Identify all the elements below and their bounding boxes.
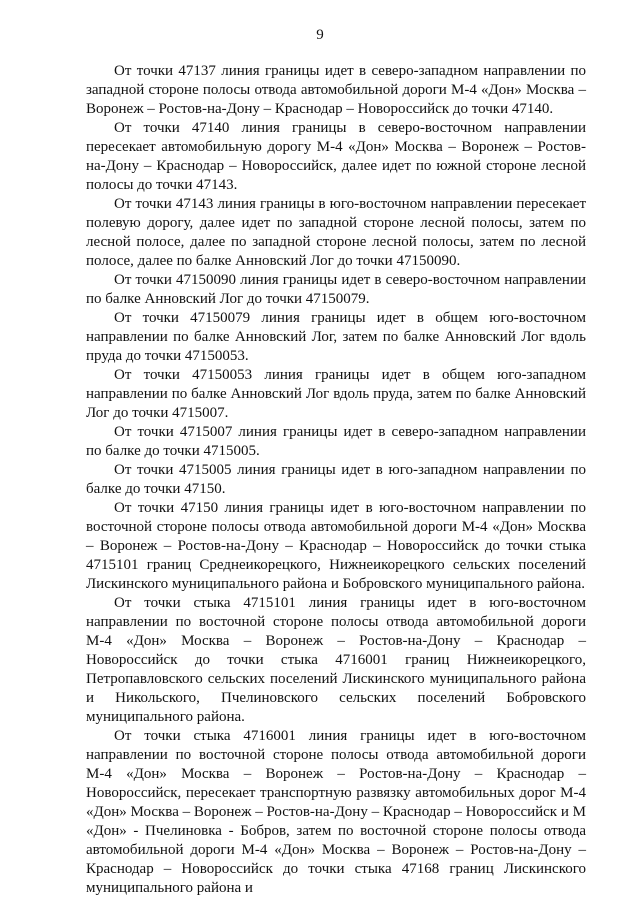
paragraph: От точки 47137 линия границы идет в северо-западном направлении по западной стороне полосы отвода автомобильной дороги М-4 «Дон» Москва – Воронеж – Ростов-на-Дону – Краснодар – Новороссийск до точки 47140. bbox=[86, 63, 586, 117]
paragraph: От точки стыка 4715101 линия границы идет в юго-восточном направлении по восточной стороне полосы отвода автомобильной дороги М-4 «Дон» Москва – Воронеж – Ростов-на-Дону – Краснодар – Новороссийск до точки стыка 4716001 границ Нижнеикорецкого, Петропавловского сельских поселений Лискинского муниципального района и Никольского, Пчелиновского сельских поселений Бобровского муниципального района. bbox=[86, 595, 586, 725]
paragraph: От точки 4715005 линия границы идет в юго-западном направлении по балке до точки 47150. bbox=[86, 462, 586, 497]
paragraph: От точки 47150053 линия границы идет в общем юго-западном направлении по балке Анновский Лог вдоль пруда, затем по балке Анновский Лог до точки 4715007. bbox=[86, 367, 586, 421]
paragraph: От точки 47143 линия границы в юго-восточном направлении пересекает полевую дорогу, далее идет по западной стороне лесной полосы, затем по лесной полосе, далее по западной стороне лесной полосы, затем по лесной полосе, далее по балке Анновский Лог до точки 47150090. bbox=[86, 196, 586, 269]
paragraph: От точки 47140 линия границы в северо-восточном направлении пересекает автомобильную дорогу М-4 «Дон» Москва – Воронеж – Ростов-на-Дону – Краснодар – Новороссийск, далее идет по южной стороне лесной полосы до точки 47143. bbox=[86, 120, 586, 193]
paragraph: От точки 47150090 линия границы идет в северо-восточном направлении по балке Анновский Лог до точки 47150079. bbox=[86, 272, 586, 307]
paragraph: От точки 47150079 линия границы идет в общем юго-восточном направлении по балке Анновский Лог, затем по балке Анновский Лог вдоль пруда до точки 47150053. bbox=[86, 310, 586, 364]
paragraph: От точки 4715007 линия границы идет в северо-западном направлении по балке до точки 4715005. bbox=[86, 424, 586, 459]
paragraph: От точки стыка 4716001 линия границы идет в юго-восточном направлении по восточной стороне полосы отвода автомобильной дороги М-4 «Дон» Москва – Воронеж – Ростов-на-Дону – Краснодар – Новороссийск, пересекает транспортную развязку автомобильных дорог М-4 «Дон» Москва – Воронеж – Ростов-на-Дону – Краснодар – Новороссийск и М «Дон» - Пчелиновка - Бобров, затем по восточной стороне полосы отвода автомобильной дороги М-4 «Дон» Москва – Воронеж – Ростов-на-Дону – Краснодар – Новороссийск до точки стыка 47168 границ Лискинского муниципального района и bbox=[86, 728, 586, 896]
page-number: 9 bbox=[316, 27, 324, 43]
document-body bbox=[86, 62, 586, 898]
paragraph: От точки 47150 линия границы идет в юго-восточном направлении по восточной стороне полосы отвода автомобильной дороги М-4 «Дон» Москва – Воронеж – Ростов-на-Дону – Краснодар – Новороссийск до точки стыка 4715101 границ Среднеикорецкого, Нижнеикорецкого сельских поселений Лискинского муниципального района и Бобровского муниципального района. bbox=[86, 500, 586, 592]
